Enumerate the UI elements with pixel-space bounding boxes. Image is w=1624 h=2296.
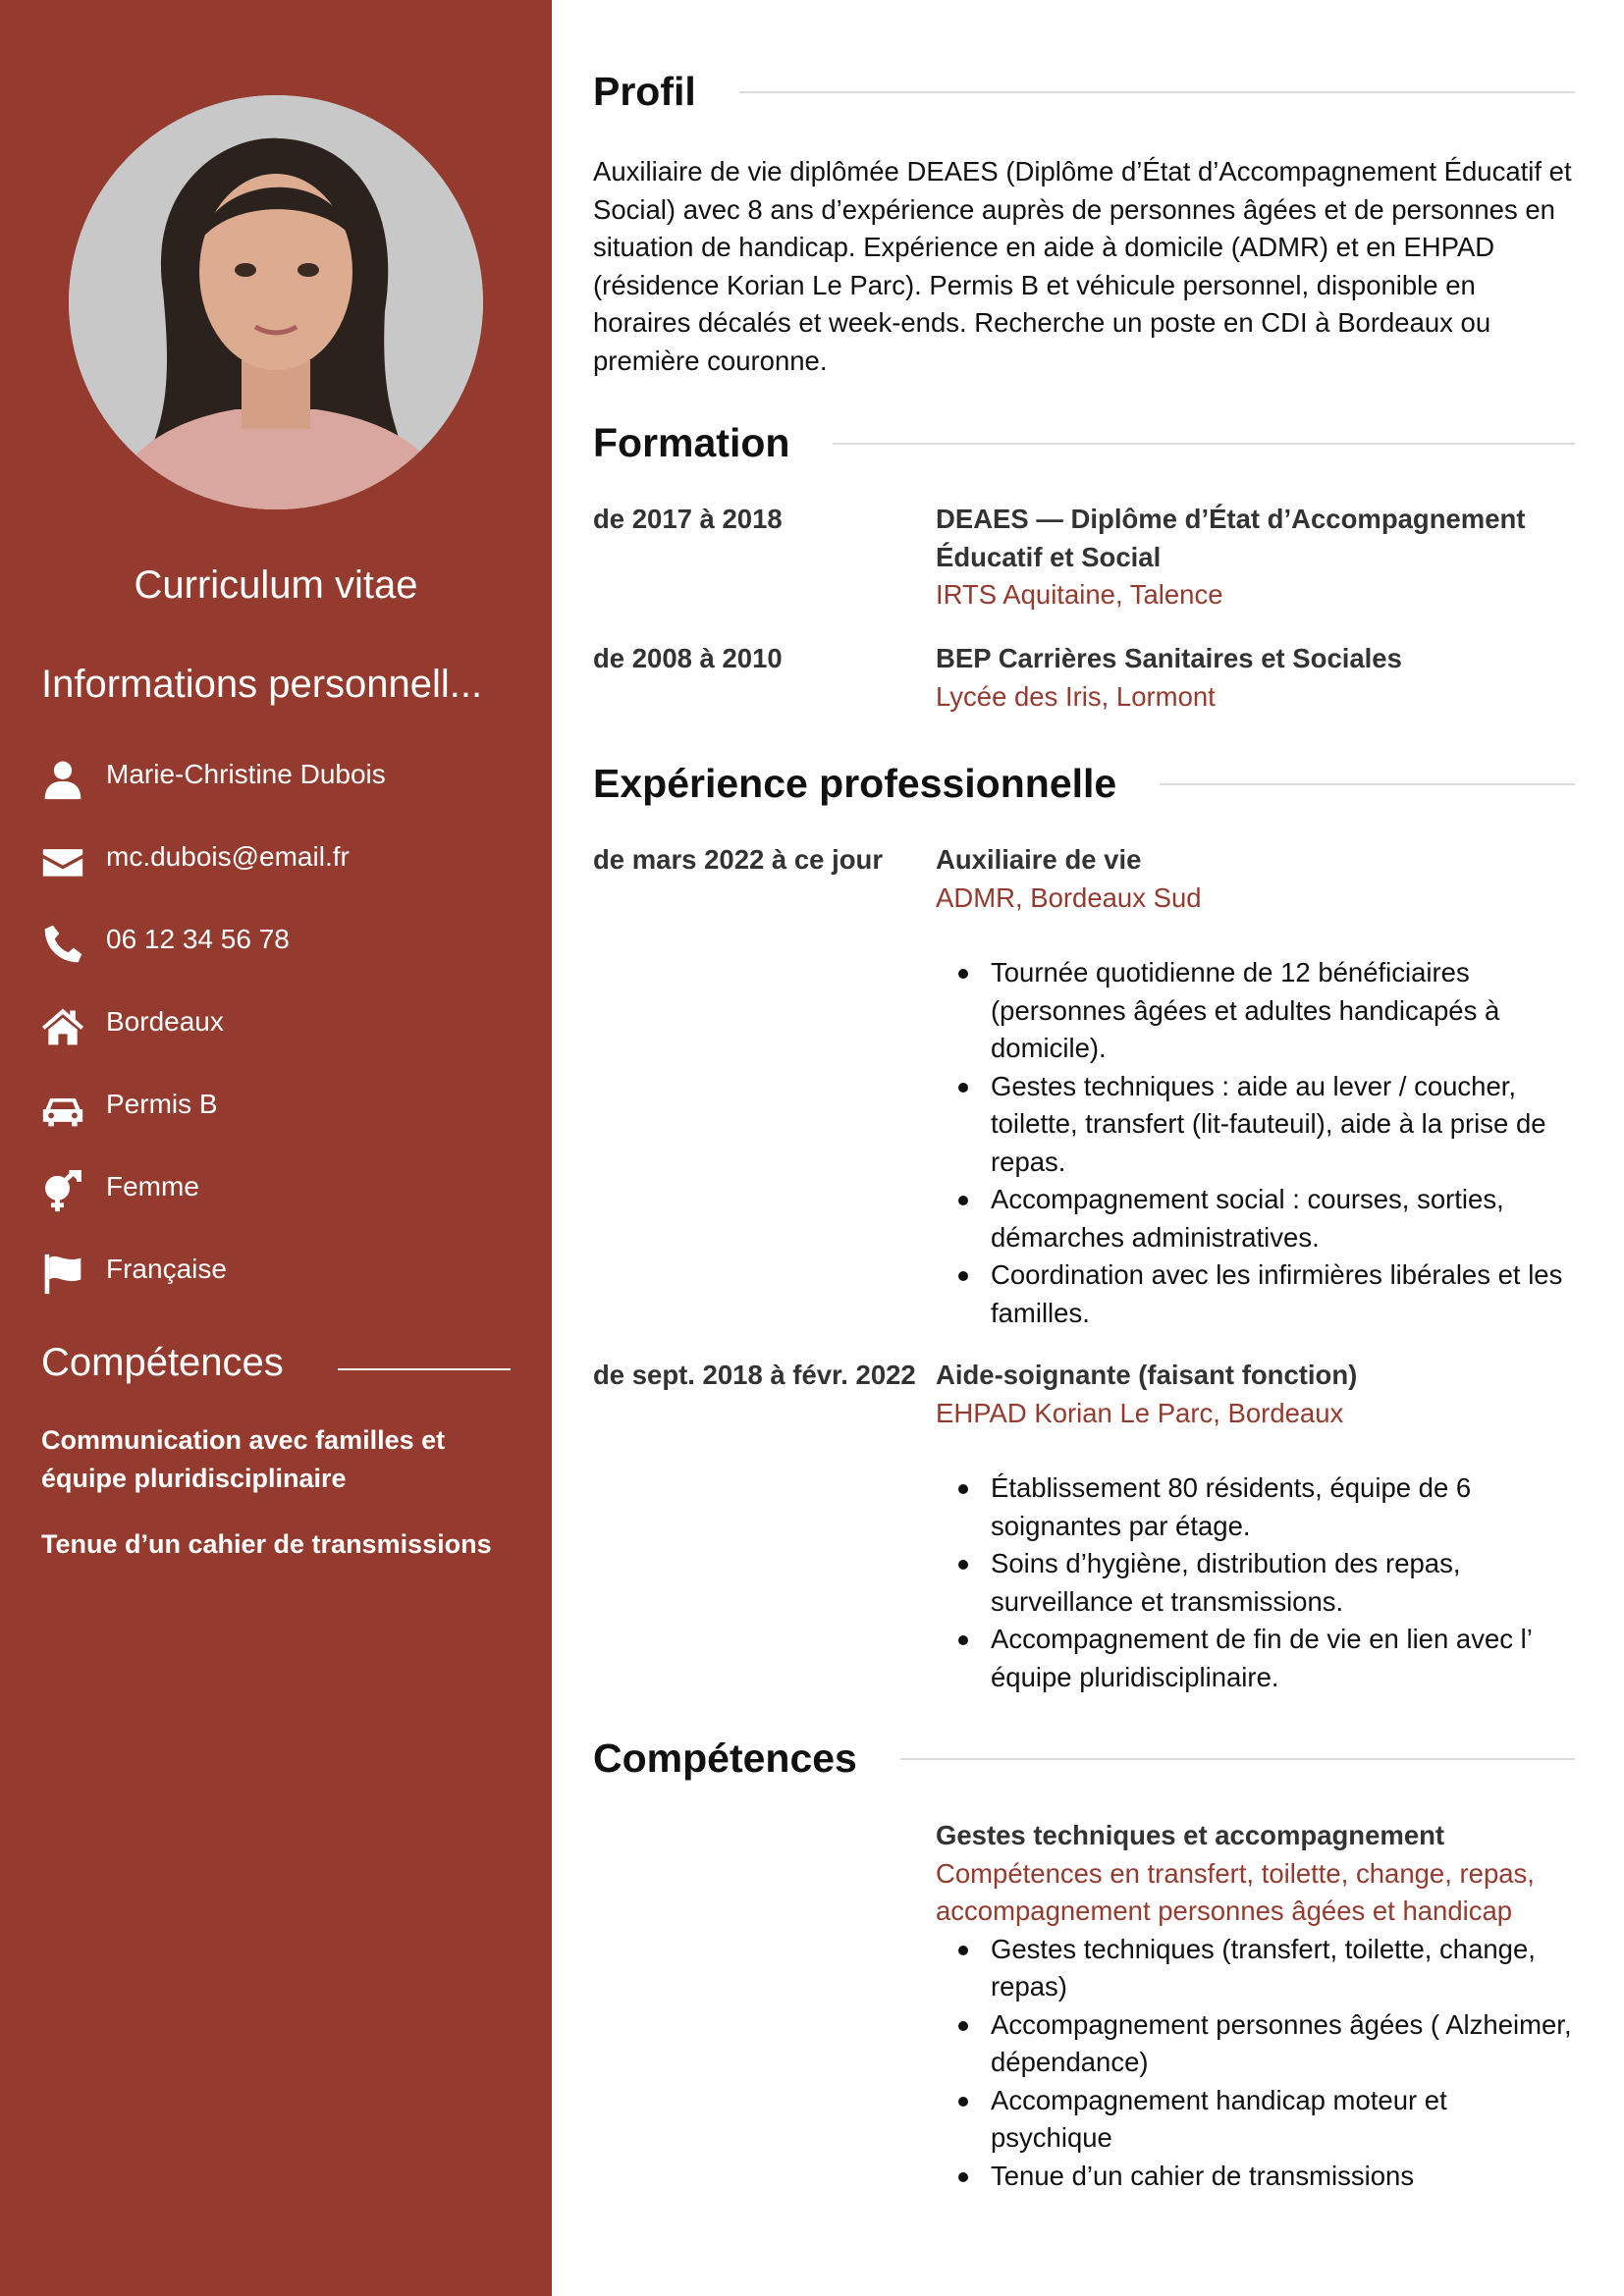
entry-title: Gestes techniques et accompagnement [936,1820,1445,1850]
info-item-gender [39,1150,530,1233]
info-item-phone [39,903,530,986]
entry-organization: EHPAD Korian Le Parc, Bordeaux [936,1397,1344,1428]
info-item-license [39,1068,530,1150]
personal-info-list [39,738,530,1315]
entry-organization: Lycée des Iris, Lormont [936,680,1216,712]
personal-info-heading: Informations personnell... [41,663,483,706]
entry-title: BEP Carrières Sanitaires et Sociales [936,643,1402,673]
list-item: Accompagnement personnes âgées ( Alzheimer, dépendance) [936,2006,1574,2082]
entry-date: de 2008 à 2010 [593,643,783,673]
phone-icon [39,921,86,968]
entry-date: de mars 2022 à ce jour [593,844,884,875]
car-icon [39,1086,86,1133]
entry-bullet-list [936,1469,1574,1696]
profile-photo [69,95,483,509]
list-item: Établissement 80 résidents, équipe de 6 soignantes par étage. [936,1469,1574,1545]
profil-text: Auxiliaire de vie diplômée DEAES (Diplôme d’État d’Accompagnement Éducatif et Social) avec 8 ans d’expérience auprès de personnes âgées et de personnes en situation de handicap. Expérience en aide à domicile (ADMR) et en EHPAD (résidence Korian Le Parc). Permis B et véhicule personnel, disponible en horaires décalés et week-ends. Recherche un poste en CDI à Bordeaux ou première couronne. [593,156,1572,376]
experience-heading-row [593,761,1575,807]
list-item: Accompagnement social : courses, sorties, démarches administratives. [936,1181,1574,1256]
entry-body [936,1357,1574,1696]
formation-heading-row [593,420,1575,466]
info-gender: Femme [106,1171,199,1201]
list-item: Gestes techniques : aide au lever / coucher, toilette, transfert (lit-fauteuil), aide à la prise de repas. [936,1068,1574,1182]
entry-body [936,640,1574,716]
home-icon [39,1003,86,1050]
info-city: Bordeaux [106,1006,224,1037]
entry-body [936,501,1574,614]
competences-heading-row [593,1735,1575,1782]
entry-organization: IRTS Aquitaine, Talence [936,579,1223,610]
entry-title: Aide-soignante (faisant fonction) [936,1360,1358,1390]
entry-date: de sept. 2018 à févr. 2022 [593,1360,916,1390]
list-item: Soins d’hygiène, distribution des repas, surveillance et transmissions. [936,1545,1574,1621]
info-name: Marie-Christine Dubois [106,759,386,789]
info-phone: 06 12 34 56 78 [106,924,290,954]
entry-body [936,1817,1574,2195]
list-item: Tenue d’un cahier de transmissions [936,2158,1574,2196]
entry-bullet-list [936,1931,1574,2196]
info-item-city [39,986,530,1068]
entry-title: Auxiliaire de vie [936,844,1142,875]
sidebar-skill-item: Tenue d’un cahier de transmissions [41,1529,492,1559]
profil-heading: Profil [593,69,696,114]
info-item-nationality [39,1233,530,1315]
flag-icon [39,1251,86,1298]
entry-body [936,841,1574,1332]
portrait-image [69,95,483,509]
experience-heading: Expérience professionnelle [593,761,1117,806]
profil-heading-row [593,69,1575,115]
list-item: Gestes techniques (transfert, toilette, change, repas) [936,1931,1574,2006]
profil-divider [739,91,1575,93]
entry-title: DEAES — Diplôme d’État d’Accompagnement Éducatif et Social [936,504,1526,572]
competences-divider [900,1758,1575,1760]
info-license: Permis B [106,1089,218,1119]
sidebar-skills-heading: Compétences [41,1341,284,1384]
entry-bullet-list [936,954,1574,1332]
sidebar-skills-divider [338,1368,511,1370]
info-item-email [39,821,530,903]
info-nationality: Française [106,1254,227,1284]
envelope-icon [39,838,86,885]
cv-title: Curriculum vitae [134,563,418,607]
sidebar [0,0,552,2296]
entry-date: de 2017 à 2018 [593,504,783,534]
formation-heading: Formation [593,420,790,465]
experience-divider [1160,783,1575,785]
sidebar-skills-list [41,1421,522,1591]
user-icon [39,756,86,803]
gender-icon [39,1168,86,1215]
info-item-name [39,738,530,821]
info-email: mc.dubois@email.fr [106,841,350,872]
list-item: Tournée quotidienne de 12 bénéficiaires (personnes âgées et adultes handicapés à domicile). [936,954,1574,1068]
list-item: Accompagnement de fin de vie en lien avec l’ équipe pluridisciplinaire. [936,1621,1574,1696]
sidebar-skill-item: Communication avec familles et équipe pluridisciplinaire [41,1425,446,1493]
list-item: Coordination avec les infirmières libérales et les familles. [936,1256,1574,1332]
formation-divider [833,443,1575,445]
entry-organization: ADMR, Bordeaux Sud [936,881,1202,913]
entry-organization: Compétences en transfert, toilette, change, repas, accompagnement personnes âgées et handicap [936,1857,1535,1926]
list-item: Accompagnement handicap moteur et psychique [936,2082,1574,2158]
competences-heading: Compétences [593,1735,857,1781]
